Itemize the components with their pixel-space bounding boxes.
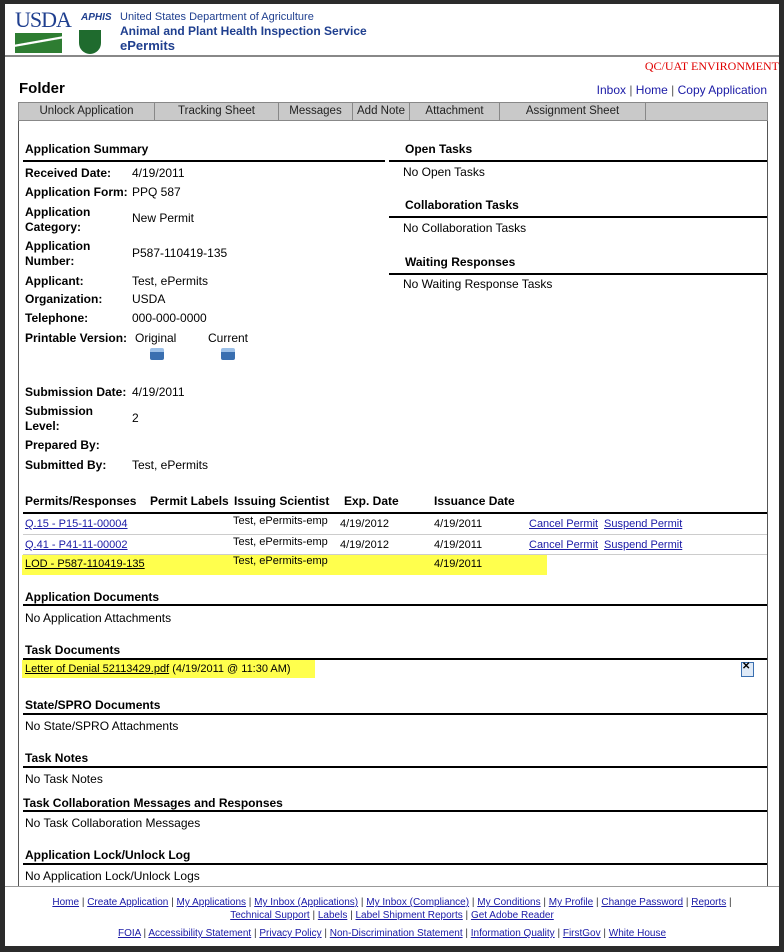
footer-link[interactable]: My Profile [548,897,594,908]
tab-assignment-sheet[interactable]: Assignment Sheet [500,103,646,120]
footer-links-secondary: Technical Support | Labels | Label Shipment Reports | Get Adobe Reader [230,910,554,921]
form-value: PPQ 587 [132,185,181,199]
footer-link[interactable]: Non-Discrimination Statement [329,928,463,939]
submission-level-value: 2 [132,411,139,425]
submission-date-label: Submission Date: [25,385,127,399]
phone-label: Telephone: [25,311,89,325]
footer-link[interactable]: My Applications [176,897,247,908]
home-link[interactable]: Home [635,83,668,97]
category-label: Application Category: [25,205,91,234]
tab-tracking-sheet[interactable]: Tracking Sheet [155,103,279,120]
applicant-value: Test, ePermits [132,274,209,288]
print-original-icon[interactable] [150,348,164,360]
footer-link[interactable]: Labels [317,910,348,921]
tab-unlock-application[interactable]: Unlock Application [19,103,155,120]
prepared-by-label: Prepared By: [25,438,100,452]
form-label: Application Form: [25,185,128,199]
page [5,4,779,946]
issued-date: 4/19/2011 [434,518,483,530]
footer-link[interactable]: Create Application [87,897,169,908]
delete-document-icon[interactable]: ✕ [741,662,754,677]
permit-link[interactable]: LOD - P587-110419-135 [25,558,145,570]
permit-link[interactable]: Q.41 - P41-11-00002 [25,539,128,551]
department-name: United States Department of Agriculture [120,11,314,23]
task-notes-title: Task Notes [25,751,89,765]
usda-wordmark: USDA [15,7,71,32]
exp-date: 4/19/2012 [340,539,389,551]
state-docs-title: State/SPRO Documents [25,698,161,712]
usda-logo [15,7,71,54]
service-name: Animal and Plant Health Inspection Service [120,24,367,38]
page-title: Folder [19,80,65,97]
collab-tasks-title: Collaboration Tasks [405,198,519,212]
print-current-icon[interactable] [221,348,235,360]
printable-label: Printable Version: [25,331,128,345]
footer-link[interactable]: My Inbox (Applications) [254,897,359,908]
aphis-shield-icon [79,30,101,54]
summary-title: Application Summary [25,142,149,156]
open-tasks-title: Open Tasks [405,142,473,156]
suspend-permit-link[interactable]: Suspend Permit [604,518,683,530]
open-tasks-text: No Open Tasks [403,165,485,179]
task-docs-title: Task Documents [25,643,121,657]
submitted-by-label: Submitted By: [25,458,107,472]
app-name: ePermits [120,38,175,53]
task-doc-link[interactable]: Letter of Denial 52113429.pdf [25,663,170,675]
number-label: Application Number: [25,239,91,268]
lock-log-text: No Application Lock/Unlock Logs [25,869,200,883]
cancel-permit-link[interactable]: Cancel Permit [529,518,599,530]
collab-msgs-title: Task Collaboration Messages and Responses [23,796,283,810]
collab-msgs-text: No Task Collaboration Messages [25,816,201,830]
phone-value: 000-000-0000 [132,311,207,325]
permit-link[interactable]: Q.15 - P15-11-00004 [25,518,128,530]
top-links: Inbox | Home | Copy Application [596,83,767,97]
footer-link[interactable]: Label Shipment Reports [355,910,463,921]
footer-link[interactable]: Accessibility Statement [148,928,252,939]
app-docs-title: Application Documents [25,590,160,604]
col-exp: Exp. Date [344,494,399,508]
footer-link[interactable]: Change Password [601,897,684,908]
footer-links-primary: Home | Create Application | My Applications | My Inbox (Applications) | My Inbox (Compliance) | My Conditions | My Profile | Change Password | Reports | [52,897,732,908]
col-permits: Permits/Responses [25,494,137,508]
org-value: USDA [132,292,166,306]
issued-date: 4/19/2011 [434,558,483,570]
original-label: Original [135,331,177,345]
scientist: Test, ePermits-emp [233,555,328,567]
col-scientist: Issuing Scientist [234,494,330,508]
task-notes-text: No Task Notes [25,772,103,786]
submitted-by-value: Test, ePermits [132,458,209,472]
task-doc-row [25,663,291,675]
collab-tasks-text: No Collaboration Tasks [403,221,527,235]
footer-link[interactable]: Privacy Policy [259,928,322,939]
number-value: P587-110419-135 [132,246,228,260]
applicant-label: Applicant: [25,274,84,288]
app-docs-text: No Application Attachments [25,611,172,625]
copy-application-link[interactable]: Copy Application [677,83,767,97]
task-doc-timestamp: (4/19/2011 @ 11:30 AM) [172,663,291,675]
waiting-text: No Waiting Response Tasks [403,277,553,291]
received-label: Received Date: [25,166,112,180]
footer-link[interactable]: White House [608,928,667,939]
footer-link[interactable]: Information Quality [470,928,555,939]
tab-add-note[interactable]: Add Note [353,103,410,120]
footer-link[interactable]: Get Adobe Reader [470,910,554,921]
tab-messages[interactable]: Messages [279,103,353,120]
col-labels: Permit Labels [150,494,229,508]
exp-date: 4/19/2012 [340,518,389,530]
org-label: Organization: [25,292,103,306]
footer-link[interactable]: My Inbox (Compliance) [366,897,470,908]
submission-level-label: Submission Level: [25,404,94,433]
cancel-permit-link[interactable]: Cancel Permit [529,539,599,551]
inbox-link[interactable]: Inbox [596,83,626,97]
waiting-title: Waiting Responses [405,255,516,269]
footer-link[interactable]: FOIA [117,928,141,939]
tab-bar [18,102,768,121]
suspend-permit-link[interactable]: Suspend Permit [604,539,683,551]
tab-attachment[interactable]: Attachment [410,103,500,120]
state-docs-text: No State/SPRO Attachments [25,719,179,733]
submission-date-value: 4/19/2011 [132,385,185,399]
received-value: 4/19/2011 [132,166,185,180]
col-issued: Issuance Date [434,494,515,508]
current-label: Current [208,331,249,345]
aphis-label: APHIS [81,12,112,23]
category-value: New Permit [132,211,195,225]
footer-link[interactable]: My Conditions [477,897,541,908]
scientist: Test, ePermits-emp [233,536,328,548]
issued-date: 4/19/2011 [434,539,483,551]
lock-log-title: Application Lock/Unlock Log [25,848,191,862]
footer-link[interactable]: Reports [691,897,727,908]
footer-link[interactable]: FirstGov [562,928,601,939]
footer-links-legal: FOIA | Accessibility Statement | Privacy Policy | Non-Discrimination Statement | Information Quality | FirstGov | White House [117,928,667,939]
footer-link[interactable]: Technical Support [230,910,310,921]
footer-link[interactable]: Home [52,897,80,908]
scientist: Test, ePermits-emp [233,515,328,527]
environment-label: QC/UAT ENVIRONMENT [644,59,779,73]
